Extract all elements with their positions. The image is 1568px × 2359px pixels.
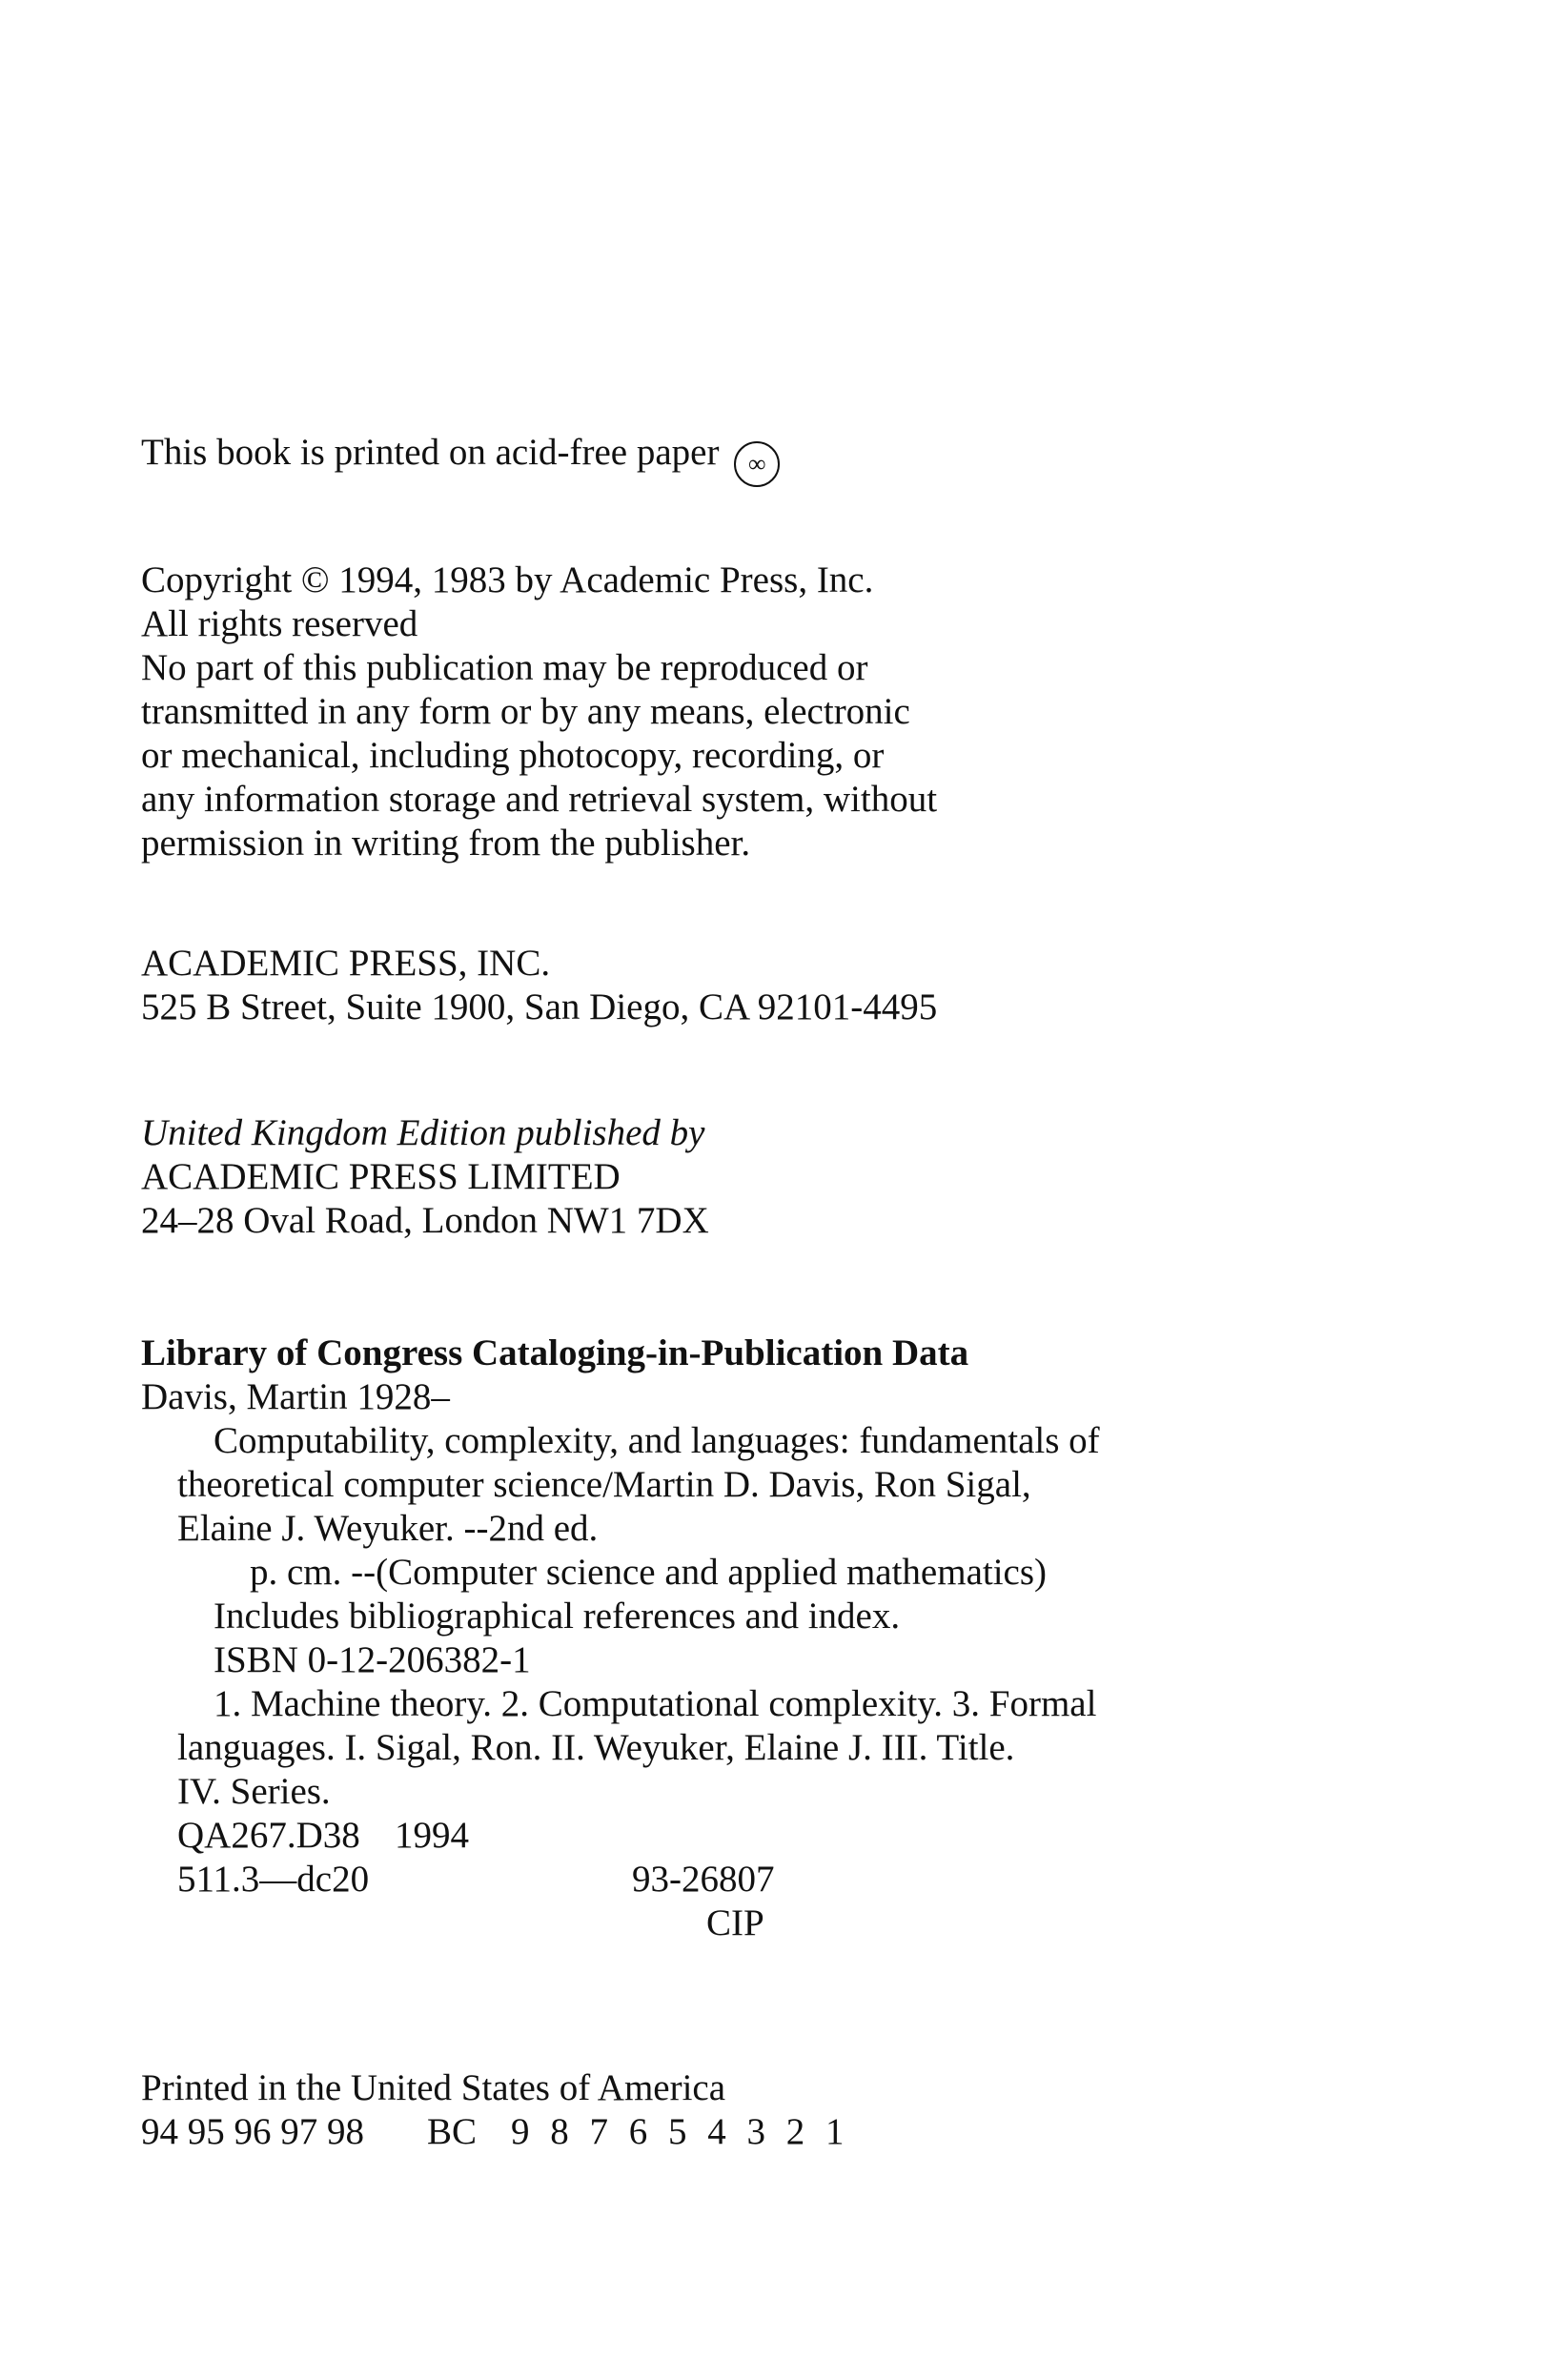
cip-author: Davis, Martin 1928– [141, 1376, 450, 1417]
uk-publisher-address: 24–28 Oval Road, London NW1 7DX [141, 1200, 709, 1241]
cip-lccn: 93-26807 [632, 1859, 775, 1900]
cip-title-line: theoretical computer science/Martin D. Davis, Ron Sigal, [177, 1464, 1031, 1505]
cip-call-number-line [141, 1814, 1568, 1858]
acid-free-text: This book is printed on acid-free paper [141, 432, 720, 473]
cip-title-line: Computability, complexity, and languages: fundamentals of [214, 1420, 1100, 1461]
cip-block [141, 1332, 1568, 1945]
rights-text-line: or mechanical, including photocopy, recording, or [141, 735, 885, 776]
publisher-block [141, 942, 937, 1029]
printing-block [141, 2066, 850, 2154]
uk-edition-intro: United Kingdom Edition published by [141, 1112, 705, 1153]
cip-physical: p. cm. --(Computer science and applied mathematics) [250, 1552, 1048, 1593]
rights-line: All rights reserved [141, 603, 418, 644]
cip-isbn: ISBN 0-12-206382-1 [214, 1639, 531, 1680]
acid-free-notice [141, 431, 780, 487]
cip-notes: Includes bibliographical references and index. [214, 1596, 901, 1637]
impression-numbers: 9 8 7 6 5 4 3 2 1 [511, 2111, 850, 2152]
copyright-block [141, 559, 937, 865]
infinity-icon: ∞ [734, 441, 780, 487]
cip-label-line [141, 1901, 1568, 1945]
printed-in: Printed in the United States of America [141, 2067, 726, 2108]
printing-years: 94 95 96 97 98 [141, 2111, 364, 2152]
cip-label: CIP [706, 1902, 764, 1943]
rights-text-line: permission in writing from the publisher. [141, 823, 751, 864]
publisher-name: ACADEMIC PRESS, INC. [141, 943, 551, 984]
uk-edition-block [141, 1111, 709, 1243]
uk-publisher-name: ACADEMIC PRESS LIMITED [141, 1156, 621, 1197]
rights-text-line: any information storage and retrieval system, without [141, 779, 938, 820]
printing-line [141, 2110, 850, 2154]
cip-dewey-line [141, 1858, 1568, 1901]
copyright-line: Copyright © 1994, 1983 by Academic Press, Inc. [141, 559, 874, 600]
cip-call-number: QA267.D38 [177, 1815, 360, 1856]
rights-text-line: No part of this publication may be reproduced or [141, 647, 868, 688]
cip-heading: Library of Congress Cataloging-in-Publication Data [141, 1332, 969, 1373]
cip-subject-line: languages. I. Sigal, Ron. II. Weyuker, Elaine J. III. Title. [177, 1727, 1015, 1768]
cip-call-year: 1994 [395, 1815, 469, 1856]
printer-code: BC [427, 2111, 478, 2152]
cip-title-line: Elaine J. Weyuker. --2nd ed. [177, 1508, 599, 1549]
cip-subject-line: IV. Series. [177, 1771, 331, 1812]
cip-subject-line: 1. Machine theory. 2. Computational complexity. 3. Formal [214, 1683, 1097, 1724]
publisher-address: 525 B Street, Suite 1900, San Diego, CA 92101-4495 [141, 986, 938, 1027]
cip-dewey: 511.3—dc20 [177, 1859, 370, 1900]
rights-text-line: transmitted in any form or by any means, electronic [141, 691, 910, 732]
